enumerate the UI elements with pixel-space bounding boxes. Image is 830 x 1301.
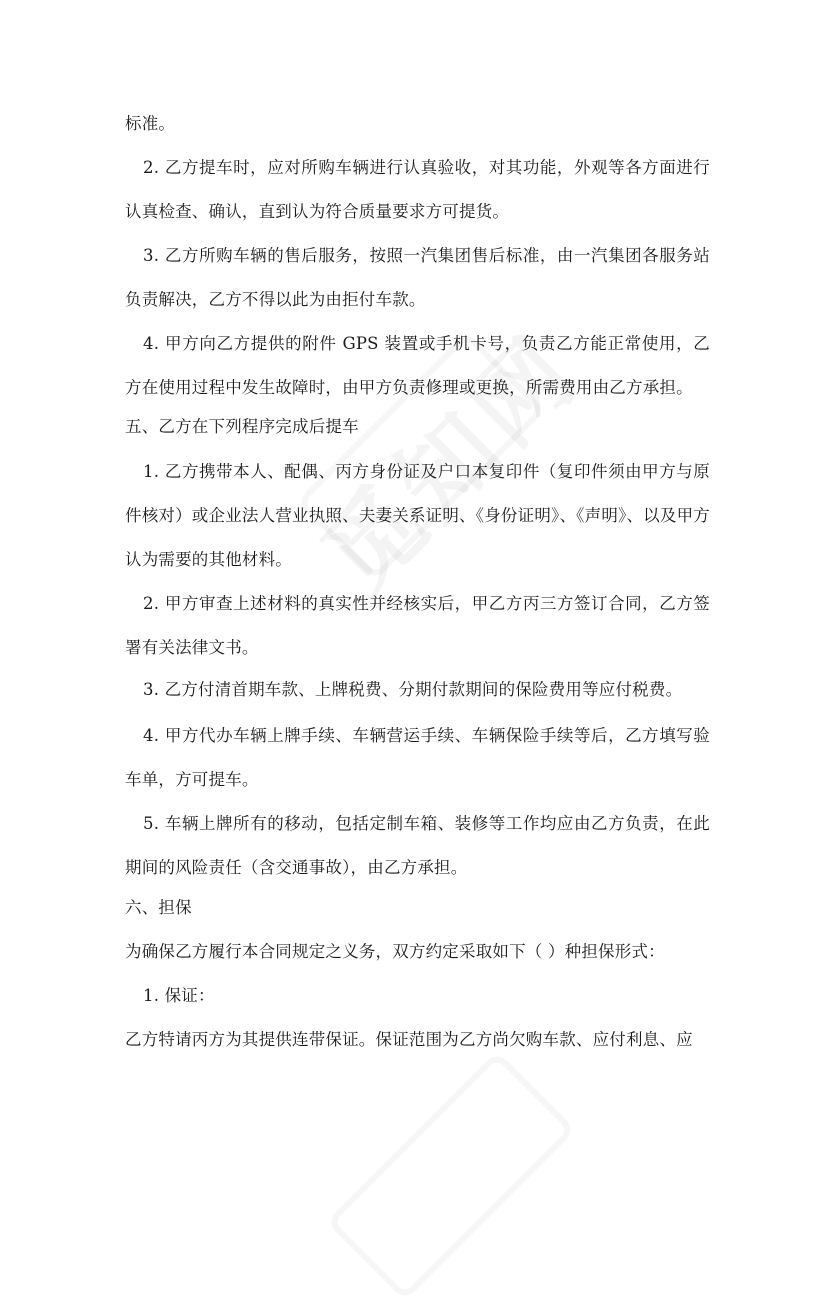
paragraph-guarantee-intro: 为确保乙方履行本合同规定之义务，双方约定采取如下（ ）种担保形式： xyxy=(125,942,665,961)
paragraph-standard-end: 标准。 xyxy=(125,114,176,133)
paragraph-gps: 4. 甲方向乙方提供的附件 GPS 装置或手机卡号，负责乙方能正常使用，乙方在使用过程中发生故障时，由甲方负责修理或更换，所需费用由乙方承担。 xyxy=(125,334,710,397)
paragraph-registration: 4. 甲方代办车辆上牌手续、车辆营运手续、车辆保险手续等后，乙方填写验车单，方可提车。 xyxy=(125,726,710,789)
paragraph-inspection: 2. 乙方提车时，应对所购车辆进行认真验收，对其功能，外观等各方面进行认真检查、确认，直到认为符合质量要求方可提货。 xyxy=(125,158,710,221)
paragraph-documents: 1. 乙方携带本人、配偶、丙方身份证及户口本复印件（复印件须由甲方与原件核对）或企业法人营业执照、夫妻关系证明、《身份证明》、《声明》、以及甲方认为需要的其他材料。 xyxy=(125,462,710,569)
section-heading-six: 六、担保 xyxy=(125,898,192,917)
paragraph-payment: 3. 乙方付清首期车款、上牌税费、分期付款期间的保险费用等应付税费。 xyxy=(143,680,683,699)
paragraph-guarantee-item: 1. 保证： xyxy=(143,986,215,1005)
paragraph-risk: 5. 车辆上牌所有的移动，包括定制车箱、装修等工作均应由乙方负责，在此期间的风险责任（含交通事故），由乙方承担。 xyxy=(125,814,710,877)
section-heading-five: 五、乙方在下列程序完成后提车 xyxy=(125,417,359,436)
paragraph-joint-guarantee: 乙方特请丙方为其提供连带保证。保证范围为乙方尚欠购车款、应付利息、应 xyxy=(125,1030,693,1049)
paragraph-review: 2. 甲方审查上述材料的真实性并经核实后，甲乙方丙三方签订合同，乙方签署有关法律文书。 xyxy=(125,594,710,657)
watermark-frame-bottom xyxy=(326,1051,576,1301)
paragraph-after-sales: 3. 乙方所购车辆的售后服务，按照一汽集团售后标准，由一汽集团各服务站负责解决，乙方不得以此为由拒付车款。 xyxy=(125,246,710,309)
